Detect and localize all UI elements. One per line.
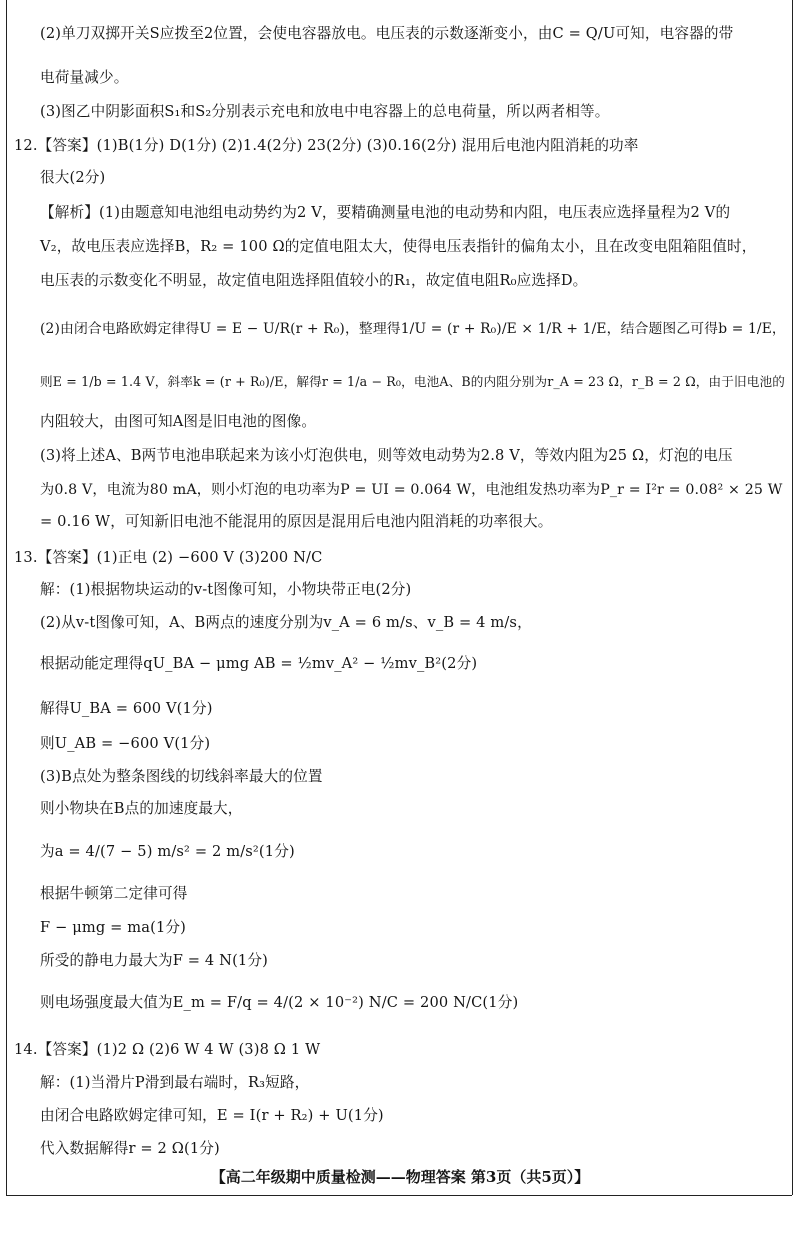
answer-heading-14: 14.【答案】(1)2 Ω (2)6 W 4 W (3)8 Ω 1 W xyxy=(14,1041,321,1058)
text-line: 很大(2分) xyxy=(40,169,106,186)
answer-heading-12: 12.【答案】(1)B(1分) D(1分) (2)1.4(2分) 23(2分) (3)0.16(2分) 混用后电池内阻消耗的功率 xyxy=(14,137,639,154)
formula-line: 为a = 4/(7 − 5) m/s² = 2 m/s²(1分) xyxy=(40,843,295,860)
formula-line: 则E = 1/b = 1.4 V，斜率k = (r + R₀)/E，解得r = 1/a − R₀，电池A、B的内阻分别为r_A = 23 Ω，r_B = 2 Ω，由于旧电池的 xyxy=(40,374,786,389)
text-line: 由闭合电路欧姆定律可知，E = I(r + R₂) + U(1分) xyxy=(40,1107,384,1124)
page-border-right xyxy=(792,0,793,1195)
text-line: (2)单刀双掷开关S应拨至2位置，会使电容器放电。电压表的示数逐渐变小，由C = Q/U可知，电容器的带 xyxy=(40,25,734,42)
text-line: 则小物块在B点的加速度最大， xyxy=(40,800,243,817)
text-line: 【解析】(1)由题意知电池组电动势约为2 V，要精确测量电池的电动势和内阻，电压表应选择量程为2 V的 xyxy=(40,204,731,221)
text-line: (3)图乙中阴影面积S₁和S₂分别表示充电和放电中电容器上的总电荷量，所以两者相等。 xyxy=(40,103,610,120)
text-line: 则U_AB = −600 V(1分) xyxy=(40,735,211,752)
text-line: 为0.8 V，电流为80 mA，则小灯泡的电功率为P = UI = 0.064 W，电池组发热功率为P_r = I²r = 0.08² × 25 W xyxy=(40,482,783,498)
text-line: 根据牛顿第二定律可得 xyxy=(40,885,188,902)
text-line: 代入数据解得r = 2 Ω(1分) xyxy=(40,1140,220,1157)
text-line: (3)将上述A、B两节电池串联起来为该小灯泡供电，则等效电动势为2.8 V，等效内阻为25 Ω，灯泡的电压 xyxy=(40,447,733,464)
formula-line: (2)由闭合电路欧姆定律得U = E − U/R(r + R₀)，整理得1/U = (r + R₀)/E × 1/R + 1/E，结合题图乙可得b = 1/E， xyxy=(40,321,786,337)
page-border-bottom xyxy=(6,1195,792,1196)
text-line: (3)B点处为整条图线的切线斜率最大的位置 xyxy=(40,768,323,785)
answer-heading-13: 13.【答案】(1)正电 (2) −600 V (3)200 N/C xyxy=(14,549,323,566)
text-line: = 0.16 W，可知新旧电池不能混用的原因是混用后电池内阻消耗的功率很大。 xyxy=(40,513,553,530)
text-line: 内阻较大，由图可知A图是旧电池的图像。 xyxy=(40,413,317,430)
text-line: 解得U_BA = 600 V(1分) xyxy=(40,700,213,717)
text-line: V₂，故电压表应选择B，R₂ = 100 Ω的定值电阻太大，使得电压表指针的偏角太小，且在改变电阻箱阻值时， xyxy=(40,238,757,255)
page-border-left xyxy=(6,0,7,1195)
text-line: 电压表的示数变化不明显，故定值电阻选择阻值较小的R₁，故定值电阻R₀应选择D。 xyxy=(40,272,588,289)
text-line: (2)从v-t图像可知，A、B两点的速度分别为v_A = 6 m/s、v_B = 4 m/s， xyxy=(40,614,532,631)
formula-line: 根据动能定理得qU_BA − μmg AB = ½mv_A² − ½mv_B²(2分) xyxy=(40,655,478,672)
text-line: 解：(1)当滑片P滑到最右端时，R₃短路， xyxy=(40,1074,310,1091)
formula-line: 则电场强度最大值为E_m = F/q = 4/(2 × 10⁻²) N/C = 200 N/C(1分) xyxy=(40,994,519,1011)
text-line: 电荷量减少。 xyxy=(40,69,129,86)
text-line: 解：(1)根据物块运动的v-t图像可知，小物块带正电(2分) xyxy=(40,581,412,598)
text-line: F − μmg = ma(1分) xyxy=(40,919,187,936)
page-footer: 【高二年级期中质量检测——物理答案 第3页（共5页）】 xyxy=(210,1168,590,1186)
text-line: 所受的静电力最大为F = 4 N(1分) xyxy=(40,952,268,969)
